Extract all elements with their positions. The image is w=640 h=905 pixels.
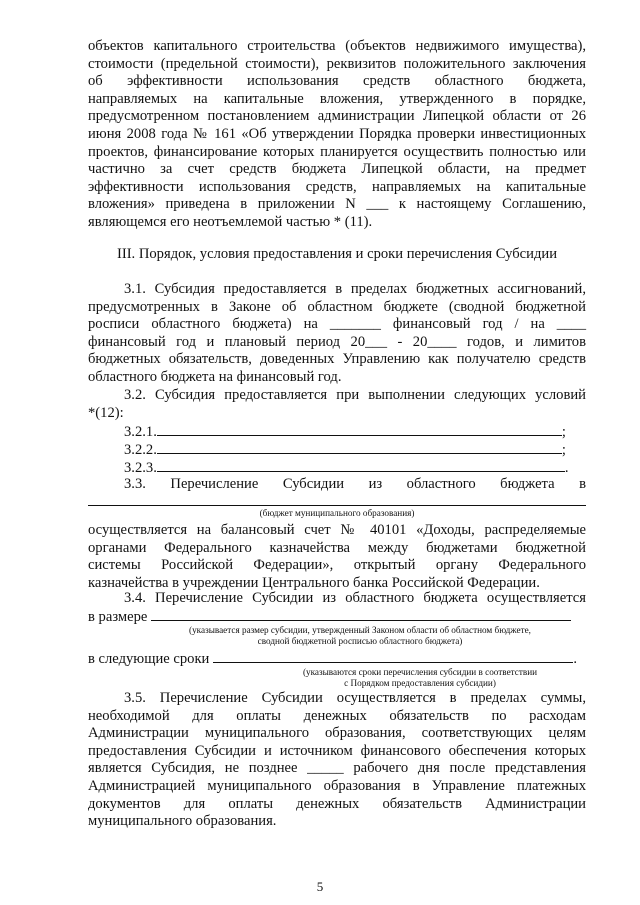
text-line: органами Федерального казначейства между бюджетами бюджетной bbox=[88, 539, 586, 556]
paragraph-capital-construction bbox=[88, 38, 586, 232]
sub-item-end: ; bbox=[561, 424, 566, 440]
text-line: в следующие сроки bbox=[88, 651, 210, 667]
text-line: направляемых на капитальные вложения, утвержденного в порядке, bbox=[88, 90, 586, 107]
paragraph-3-2 bbox=[88, 387, 586, 422]
section-heading: III. Порядок, условия предоставления и сроки перечисления Субсидии bbox=[116, 246, 558, 262]
text-line: 3.5. Перечисление Субсидии осуществляется в пределах суммы, bbox=[124, 690, 586, 706]
text-line: в размере bbox=[88, 608, 586, 627]
text-line: предусмотренном постановлением администрации Липецкой области от 26 bbox=[88, 108, 586, 125]
paragraph-3-3-continued bbox=[88, 522, 586, 592]
fill-in-line bbox=[157, 441, 562, 454]
hint-terms: (указываются сроки перечисления субсидии в соответствии с Порядком предоставления субсидии) bbox=[302, 667, 538, 688]
text-line: об эффективности использования средств областного бюджета, bbox=[88, 73, 586, 90]
text-line: являющемся его неотъемлемой частью * (11). bbox=[88, 213, 373, 230]
text-line: является Субсидия, не позднее _____ рабочего дня после представления bbox=[88, 760, 586, 777]
fill-in-line bbox=[213, 650, 573, 663]
text-line: стоимости (предельной стоимости), реквизитов положительного заключения bbox=[88, 55, 586, 72]
fill-in-line bbox=[88, 505, 586, 506]
text-line: осуществляется на балансовый счет № 40101 «Доходы, распределяемые bbox=[88, 522, 586, 538]
fill-in-line bbox=[157, 423, 562, 436]
text-line: частично за счет средств бюджета Липецкой области, на предмет bbox=[88, 161, 586, 178]
paragraph-3-5 bbox=[88, 690, 586, 831]
fill-in-line bbox=[151, 608, 571, 621]
text-line: предусмотренных в Законе об областном бюджете (сводной бюджетной bbox=[88, 298, 586, 315]
text-line: Администрацией муниципального образования в Управление платежных bbox=[88, 777, 586, 794]
text-line: муниципального образования. bbox=[88, 813, 277, 830]
text-line: июня 2008 года № 161 «Об утверждении Порядка проверки инвестиционных bbox=[88, 125, 586, 142]
text-line: 3.2. Субсидия предоставляется при выполнении следующих условий bbox=[124, 387, 586, 403]
fill-in-line bbox=[157, 459, 565, 472]
text-line: *(12): bbox=[88, 404, 124, 421]
text-line: эффективности использования средств, направляемых на капитальные bbox=[88, 178, 586, 195]
text-line: документов для оплаты денежных обязательств Администрации bbox=[88, 795, 586, 812]
text-line: системы Российской Федерации», открытый органу Федерального bbox=[88, 557, 586, 574]
page-number: 5 bbox=[316, 879, 324, 894]
text-line: 3.1. Субсидия предоставляется в пределах бюджетных ассигнований, bbox=[124, 281, 586, 297]
text-line: Администрации муниципального образования, соответствующих целям bbox=[88, 725, 586, 742]
sub-item-3-2-1 bbox=[88, 423, 586, 442]
hint-amount: (указывается размер субсидии, утвержденный Законом области об областном бюджете, сводной бюджетной росписью областного бюджета) bbox=[189, 625, 531, 646]
text-line: вложения» приведена в приложении N ___ к настоящему Соглашению, bbox=[88, 196, 586, 213]
paragraph-3-3 bbox=[88, 476, 586, 494]
text-line: областного бюджета на финансовый год. bbox=[88, 368, 342, 385]
text-line: объектов капитального строительства (объектов недвижимого имущества), bbox=[88, 38, 586, 54]
text-line: финансовый год и плановый период 20___ - 20____ годов, и лимитов bbox=[88, 333, 586, 350]
text-line: бюджетных обязательств, доведенных Управлению как получателю средств bbox=[88, 351, 586, 368]
text-line: предоставления Субсидии и источником финансового обеспечения которых bbox=[88, 742, 586, 759]
paragraph-3-1 bbox=[88, 281, 586, 387]
sub-item-label: 3.2.1. bbox=[124, 424, 157, 440]
sub-item-3-2-3 bbox=[88, 459, 586, 478]
hint-budget: (бюджет муниципального образования) bbox=[259, 508, 415, 518]
text-line: проектов, финансирование которых планируется осуществить полностью или bbox=[88, 143, 586, 160]
sub-item-end: ; bbox=[561, 442, 566, 458]
sub-item-label: 3.2.3. bbox=[124, 460, 157, 476]
text-line: казначейства в учреждении Центрального банка Российской Федерации. bbox=[88, 574, 540, 591]
sub-item-3-2-2 bbox=[88, 441, 586, 460]
sub-item-end: . bbox=[564, 460, 569, 476]
sub-item-label: 3.2.2. bbox=[124, 442, 157, 458]
text-line: 3.3. Перечисление Субсидии из областного бюджета в bbox=[124, 476, 586, 492]
paragraph-3-4 bbox=[88, 590, 586, 626]
payment-terms-line: в следующие сроки . bbox=[88, 651, 578, 667]
text-line: необходимой для оплаты денежных обязательств по расходам bbox=[88, 707, 586, 724]
text-line: росписи областного бюджета) на _______ финансовый год / на ____ bbox=[88, 316, 586, 333]
text-line: 3.4. Перечисление Субсидии из областного бюджета осуществляется bbox=[124, 590, 586, 606]
